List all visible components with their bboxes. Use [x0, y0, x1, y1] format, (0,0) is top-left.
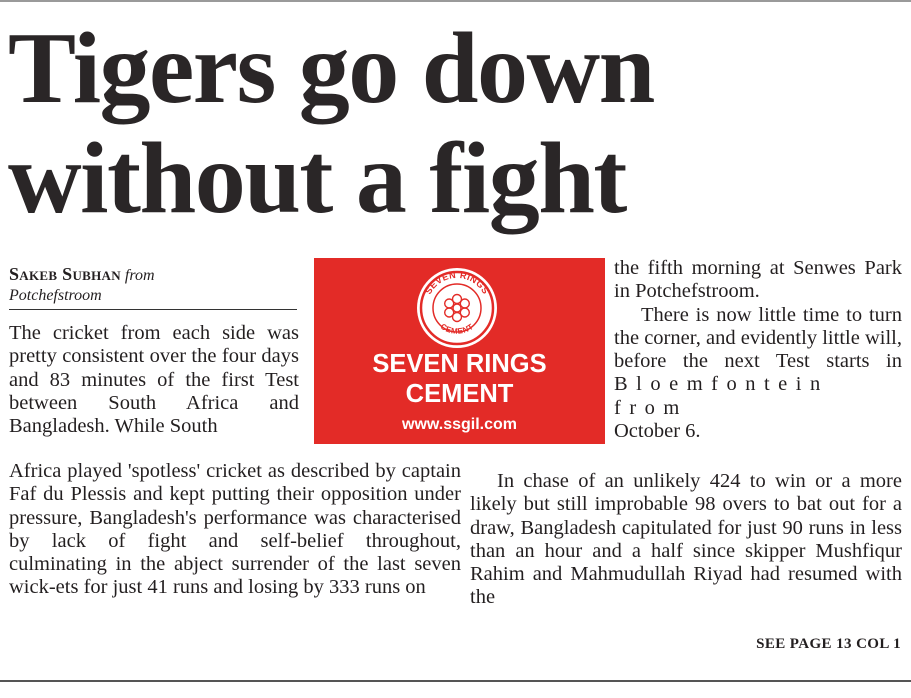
headline-line-2: without a fight	[8, 122, 626, 235]
article-column-1-bottom	[9, 460, 461, 600]
article-paragraph-text: There is now little time to turn the corner, and evidently little will, before the next Test starts in	[614, 303, 902, 373]
byline	[9, 264, 155, 306]
article-date-text: October 6.	[614, 420, 701, 443]
article-column-1-top	[9, 322, 299, 438]
ad-url-link[interactable]: www.ssgil.com	[402, 416, 517, 433]
article-paragraph	[614, 304, 902, 444]
byline-from: from	[124, 267, 155, 284]
ad-brand-line-1: SEVEN RINGS	[372, 350, 547, 378]
bottom-rule	[0, 680, 911, 682]
headline	[8, 14, 908, 234]
byline-divider	[9, 309, 297, 310]
article-column-3-top	[614, 257, 902, 443]
article-column-2	[470, 470, 902, 610]
article-location-text: Bloemfontein from	[614, 373, 829, 419]
continuation-note[interactable]: SEE PAGE 13 COL 1	[756, 636, 901, 652]
article-paragraph: In chase of an unlikely 424 to win or a more likely but still improbable 98 overs to bat out for a draw, Bangladesh capitulated for just 90 runs in less than an hour and a half since skipper Mushfiqur Rahim and Mahmudullah Riyad had resumed with the	[470, 470, 902, 609]
logo-text-top: SEVEN RINGS	[423, 269, 491, 296]
article-paragraph: The cricket from each side was pretty consistent over the four days and 83 minutes of the first Test between South Africa and Bangladesh. While South	[9, 322, 299, 438]
headline-line-1: Tigers go down	[8, 12, 654, 125]
ad-brand-line-2: CEMENT	[405, 380, 514, 408]
top-rule	[0, 0, 911, 2]
seven-rings-logo-icon	[417, 268, 497, 348]
advertisement[interactable]	[314, 258, 605, 444]
article-paragraph: Africa played 'spotless' cricket as described by captain Faf du Plessis and kept putting their opposition under pressure, Bangladesh's performance was characterised by lack of fight and self-belief throughout, culminating in the abject surrender of the last seven wick-ets for just 41 runs and losing by 333 runs on	[9, 460, 461, 599]
byline-place: Potchefstroom	[9, 287, 102, 304]
byline-author: Sakeb Subhan	[9, 264, 121, 284]
article-paragraph: the fifth morning at Senwes Park in Potchefstroom.	[614, 257, 902, 303]
logo-text-bottom: CEMENT	[438, 321, 476, 336]
